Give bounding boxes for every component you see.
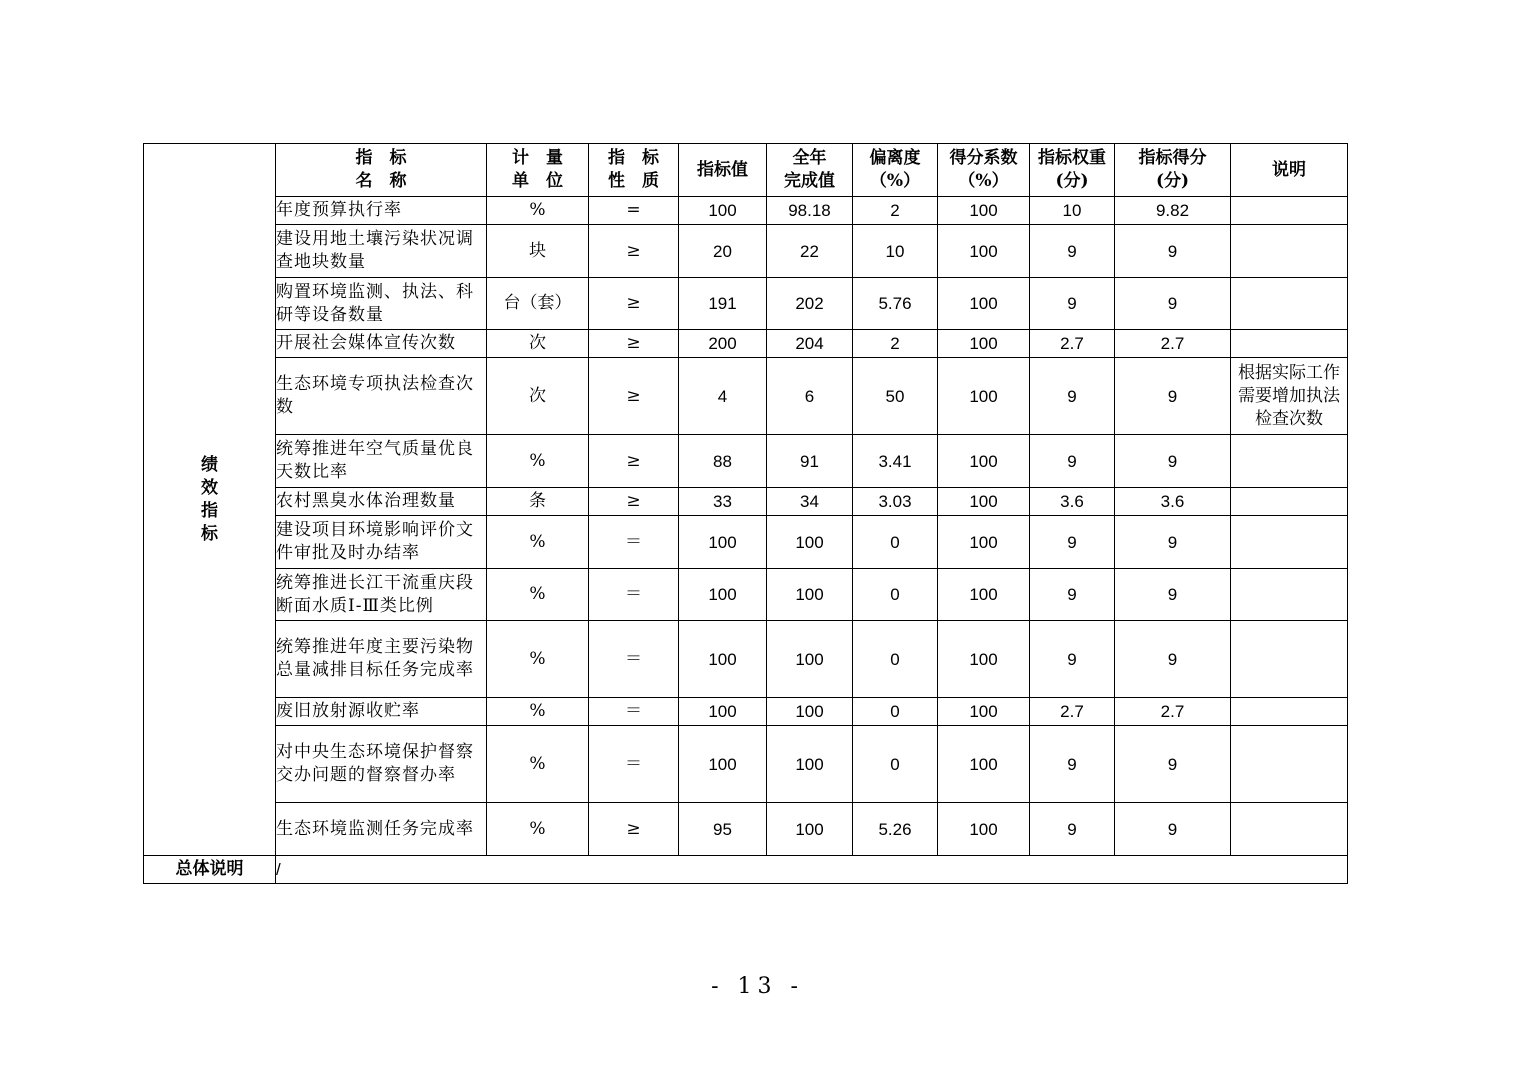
table-row xyxy=(144,803,1348,856)
unit-cell: 台（套） xyxy=(487,278,589,330)
header-score: 指标得分 (分) xyxy=(1115,144,1231,197)
actual-cell: 100 xyxy=(767,569,853,621)
table-row xyxy=(144,435,1348,488)
target-cell: 200 xyxy=(679,330,767,358)
nature-cell: ≥ xyxy=(589,803,679,856)
target-cell: 100 xyxy=(679,621,767,698)
unit-cell: % xyxy=(487,726,589,803)
actual-cell: 100 xyxy=(767,803,853,856)
indicator-name: 生态环境监测任务完成率 xyxy=(276,803,487,856)
unit-cell: 块 xyxy=(487,225,589,278)
nature-cell: ≥ xyxy=(589,278,679,330)
coef-cell: 100 xyxy=(938,726,1030,803)
weight-cell: 2.7 xyxy=(1030,330,1115,358)
score-cell: 2.7 xyxy=(1115,330,1231,358)
indicator-name: 生态环境专项执法检查次数 xyxy=(276,358,487,435)
indicator-name: 农村黑臭水体治理数量 xyxy=(276,488,487,516)
table-row xyxy=(144,358,1348,435)
note-cell xyxy=(1231,516,1348,569)
header-name: 指 标 名 称 xyxy=(276,144,487,197)
table-row xyxy=(144,698,1348,726)
coef-cell: 100 xyxy=(938,330,1030,358)
indicator-name: 废旧放射源收贮率 xyxy=(276,698,487,726)
nature-cell: ＝ xyxy=(589,569,679,621)
deviation-cell: 0 xyxy=(853,516,938,569)
score-cell: 9 xyxy=(1115,621,1231,698)
coef-cell: 100 xyxy=(938,435,1030,488)
score-cell: 3.6 xyxy=(1115,488,1231,516)
indicator-name: 统筹推进年空气质量优良天数比率 xyxy=(276,435,487,488)
deviation-cell: 10 xyxy=(853,225,938,278)
nature-cell: ≥ xyxy=(589,225,679,278)
page-number: - 13 - xyxy=(711,974,804,999)
score-cell: 9 xyxy=(1115,803,1231,856)
weight-cell: 9 xyxy=(1030,278,1115,330)
note-cell xyxy=(1231,278,1348,330)
deviation-cell: 5.26 xyxy=(853,803,938,856)
target-cell: 4 xyxy=(679,358,767,435)
indicator-name: 建设用地土壤污染状况调查地块数量 xyxy=(276,225,487,278)
nature-cell: ≥ xyxy=(589,435,679,488)
table-row xyxy=(144,726,1348,803)
note-cell xyxy=(1231,698,1348,726)
deviation-cell: 0 xyxy=(853,726,938,803)
coef-cell: 100 xyxy=(938,516,1030,569)
actual-cell: 100 xyxy=(767,698,853,726)
table-row xyxy=(144,516,1348,569)
summary-text: / xyxy=(276,856,1348,884)
score-cell: 9 xyxy=(1115,278,1231,330)
table-row xyxy=(144,330,1348,358)
note-cell xyxy=(1231,488,1348,516)
actual-cell: 204 xyxy=(767,330,853,358)
note-cell xyxy=(1231,330,1348,358)
category-label: 绩效指标 xyxy=(201,454,218,544)
deviation-cell: 3.41 xyxy=(853,435,938,488)
coef-cell: 100 xyxy=(938,197,1030,225)
note-cell xyxy=(1231,569,1348,621)
header-row xyxy=(144,144,1348,197)
nature-cell: ＝ xyxy=(589,621,679,698)
target-cell: 100 xyxy=(679,197,767,225)
indicator-name: 对中央生态环境保护督察交办问题的督察督办率 xyxy=(276,726,487,803)
table-row xyxy=(144,621,1348,698)
nature-cell: ≥ xyxy=(589,330,679,358)
indicator-name: 开展社会媒体宣传次数 xyxy=(276,330,487,358)
table-row xyxy=(144,569,1348,621)
nature-cell: ≥ xyxy=(589,358,679,435)
actual-cell: 34 xyxy=(767,488,853,516)
table-row xyxy=(144,225,1348,278)
note-cell: 根据实际工作需要增加执法检查次数 xyxy=(1231,358,1348,435)
score-cell: 9.82 xyxy=(1115,197,1231,225)
weight-cell: 10 xyxy=(1030,197,1115,225)
nature-cell: ＝ xyxy=(589,698,679,726)
target-cell: 88 xyxy=(679,435,767,488)
actual-cell: 91 xyxy=(767,435,853,488)
score-cell: 9 xyxy=(1115,726,1231,803)
indicator-name: 建设项目环境影响评价文件审批及时办结率 xyxy=(276,516,487,569)
actual-cell: 202 xyxy=(767,278,853,330)
unit-cell: 次 xyxy=(487,330,589,358)
coef-cell: 100 xyxy=(938,698,1030,726)
score-cell: 2.7 xyxy=(1115,698,1231,726)
target-cell: 20 xyxy=(679,225,767,278)
unit-cell: % xyxy=(487,569,589,621)
table-row xyxy=(144,197,1348,225)
note-cell xyxy=(1231,197,1348,225)
header-actual: 全年 完成值 xyxy=(767,144,853,197)
weight-cell: 9 xyxy=(1030,516,1115,569)
unit-cell: % xyxy=(487,516,589,569)
coef-cell: 100 xyxy=(938,803,1030,856)
actual-cell: 22 xyxy=(767,225,853,278)
score-cell: 9 xyxy=(1115,569,1231,621)
actual-cell: 6 xyxy=(767,358,853,435)
performance-indicator-table xyxy=(143,143,1348,884)
weight-cell: 9 xyxy=(1030,435,1115,488)
deviation-cell: 2 xyxy=(853,197,938,225)
target-cell: 100 xyxy=(679,569,767,621)
weight-cell: 9 xyxy=(1030,358,1115,435)
actual-cell: 100 xyxy=(767,516,853,569)
header-coef: 得分系数 （%） xyxy=(938,144,1030,197)
header-nature: 指 标 性 质 xyxy=(589,144,679,197)
weight-cell: 9 xyxy=(1030,621,1115,698)
target-cell: 100 xyxy=(679,698,767,726)
coef-cell: 100 xyxy=(938,225,1030,278)
nature-cell: ＝ xyxy=(589,726,679,803)
note-cell xyxy=(1231,435,1348,488)
actual-cell: 100 xyxy=(767,726,853,803)
coef-cell: 100 xyxy=(938,569,1030,621)
deviation-cell: 0 xyxy=(853,698,938,726)
note-cell xyxy=(1231,225,1348,278)
target-cell: 100 xyxy=(679,726,767,803)
unit-cell: % xyxy=(487,621,589,698)
weight-cell: 3.6 xyxy=(1030,488,1115,516)
nature-cell: = xyxy=(589,197,679,225)
unit-cell: % xyxy=(487,803,589,856)
header-unit: 计 量 单 位 xyxy=(487,144,589,197)
indicator-name: 购置环境监测、执法、科研等设备数量 xyxy=(276,278,487,330)
header-note: 说明 xyxy=(1231,144,1348,197)
target-cell: 33 xyxy=(679,488,767,516)
deviation-cell: 2 xyxy=(853,330,938,358)
target-cell: 95 xyxy=(679,803,767,856)
summary-row xyxy=(144,856,1348,884)
weight-cell: 9 xyxy=(1030,569,1115,621)
note-cell xyxy=(1231,726,1348,803)
deviation-cell: 5.76 xyxy=(853,278,938,330)
header-weight: 指标权重 (分) xyxy=(1030,144,1115,197)
coef-cell: 100 xyxy=(938,278,1030,330)
weight-cell: 9 xyxy=(1030,225,1115,278)
indicator-name: 统筹推进长江干流重庆段断面水质Ⅰ-Ⅲ类比例 xyxy=(276,569,487,621)
unit-cell: % xyxy=(487,197,589,225)
unit-cell: 次 xyxy=(487,358,589,435)
note-cell xyxy=(1231,621,1348,698)
indicator-name: 统筹推进年度主要污染物总量减排目标任务完成率 xyxy=(276,621,487,698)
header-target: 指标值 xyxy=(679,144,767,197)
deviation-cell: 50 xyxy=(853,358,938,435)
indicator-name: 年度预算执行率 xyxy=(276,197,487,225)
unit-cell: % xyxy=(487,698,589,726)
coef-cell: 100 xyxy=(938,621,1030,698)
actual-cell: 98.18 xyxy=(767,197,853,225)
score-cell: 9 xyxy=(1115,358,1231,435)
deviation-cell: 3.03 xyxy=(853,488,938,516)
score-cell: 9 xyxy=(1115,516,1231,569)
score-cell: 9 xyxy=(1115,435,1231,488)
nature-cell: ≥ xyxy=(589,488,679,516)
unit-cell: % xyxy=(487,435,589,488)
target-cell: 100 xyxy=(679,516,767,569)
table-row xyxy=(144,488,1348,516)
actual-cell: 100 xyxy=(767,621,853,698)
deviation-cell: 0 xyxy=(853,621,938,698)
summary-label: 总体说明 xyxy=(144,856,276,884)
note-cell xyxy=(1231,803,1348,856)
target-cell: 191 xyxy=(679,278,767,330)
nature-cell: ＝ xyxy=(589,516,679,569)
coef-cell: 100 xyxy=(938,488,1030,516)
header-deviation: 偏离度 （%） xyxy=(853,144,938,197)
weight-cell: 2.7 xyxy=(1030,698,1115,726)
table-row xyxy=(144,278,1348,330)
score-cell: 9 xyxy=(1115,225,1231,278)
weight-cell: 9 xyxy=(1030,803,1115,856)
weight-cell: 9 xyxy=(1030,726,1115,803)
category-cell xyxy=(144,144,276,856)
unit-cell: 条 xyxy=(487,488,589,516)
coef-cell: 100 xyxy=(938,358,1030,435)
deviation-cell: 0 xyxy=(853,569,938,621)
